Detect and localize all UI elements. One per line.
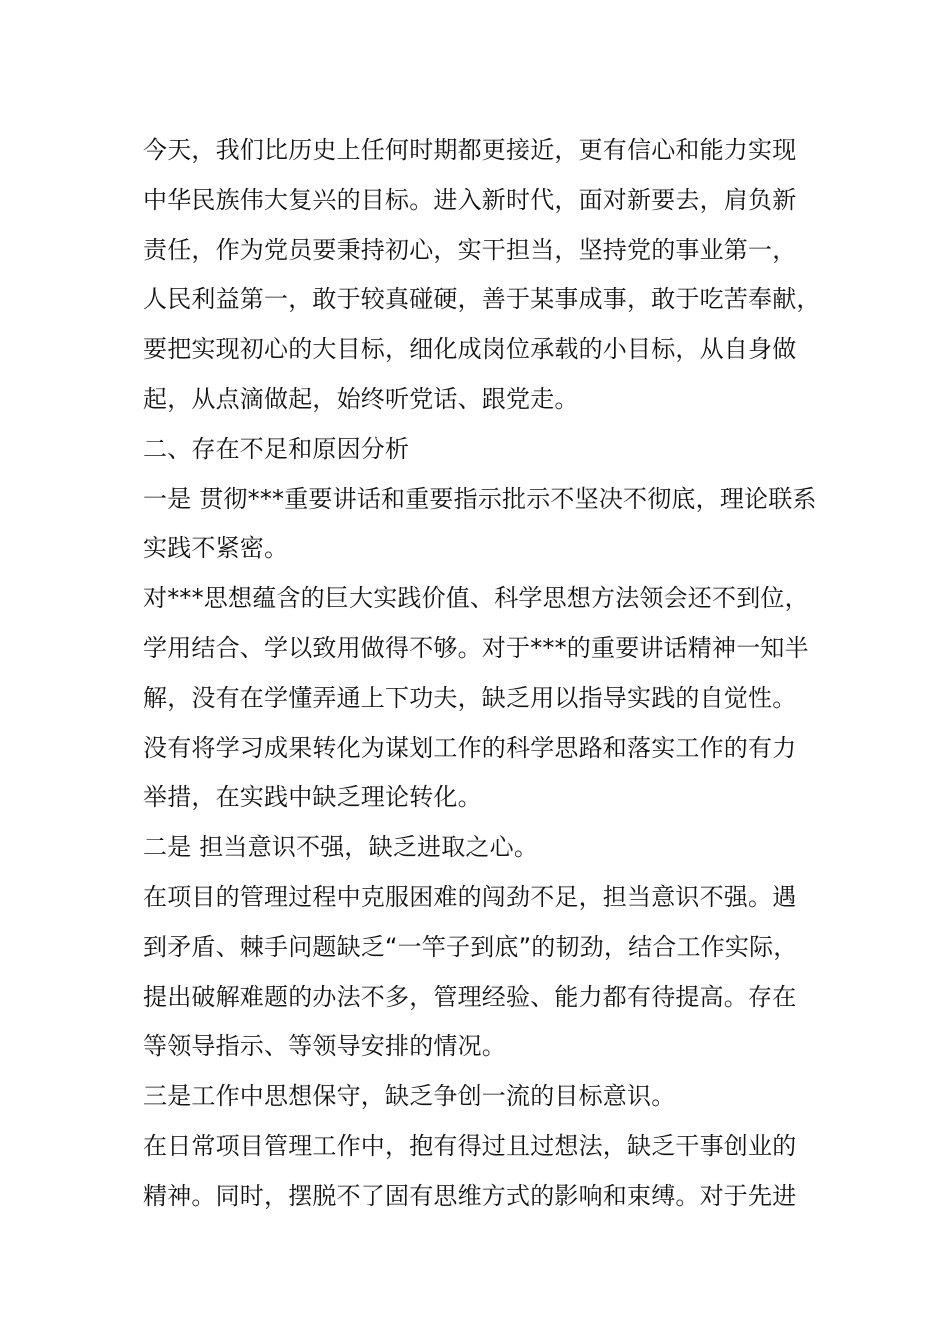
subheading-line: 三是工作中思想保守，缺乏争创一流的目标意识。	[143, 1082, 676, 1111]
text-line: 今天，我们比历史上任何时期都更接近，更有信心和能力实现	[143, 136, 797, 164]
text-line: 没有将学习成果转化为谋划工作的科学思路和落实工作的有力	[143, 733, 797, 762]
text-line: 到矛盾、棘手问题缺乏“一竿子到底”的韧劲，结合工作实际，	[143, 932, 798, 961]
subheading-line: 一是 贯彻***重要讲话和重要指示批示不坚决不彻底，理论联系	[143, 484, 817, 513]
text-line: 在日常项目管理工作中，抱有得过且过想法，缺乏干事创业的	[143, 1131, 797, 1160]
text-line: 等领导指示、等领导安排的情况。	[143, 1032, 506, 1061]
text-line: 在项目的管理过程中克服困难的闯劲不足，担当意识不强。遇	[143, 882, 797, 911]
text-line: 责任，作为党员要秉持初心，实干担当，坚持党的事业第一，	[143, 235, 797, 264]
subheading-line: 二是 担当意识不强，缺乏进取之心。	[143, 833, 539, 862]
text-line: 精神。同时，摆脱不了固有思维方式的影响和束缚。对于先进	[143, 1181, 797, 1210]
text-line: 举措，在实践中缺乏理论转化。	[143, 783, 482, 812]
text-line: 学用结合、学以致用做得不够。对于***的重要讲话精神一知半	[143, 633, 809, 662]
text-line: 对***思想蕴含的巨大实践价值、科学思想方法领会还不到位，	[143, 584, 809, 613]
section-heading: 二、存在不足和原因分析	[143, 434, 410, 463]
text-line: 中华民族伟大复兴的目标。进入新时代，面对新要去，肩负新	[143, 185, 797, 214]
text-line: 人民利益第一，敢于较真碰硬，善于某事成事，敢于吃苦奉献，	[143, 285, 821, 314]
text-line: 要把实现初心的大目标，细化成岗位承载的小目标，从自身做	[143, 335, 797, 364]
text-line: 起，从点滴做起，始终听党话、跟党走。	[143, 384, 579, 413]
subheading-line: 实践不紧密。	[143, 534, 289, 563]
document-body	[143, 126, 833, 1222]
text-line: 提出破解难题的办法不多，管理经验、能力都有待提高。存在	[143, 982, 797, 1011]
text-line: 解，没有在学懂弄通上下功夫，缺乏用以指导实践的自觉性。	[143, 683, 797, 712]
